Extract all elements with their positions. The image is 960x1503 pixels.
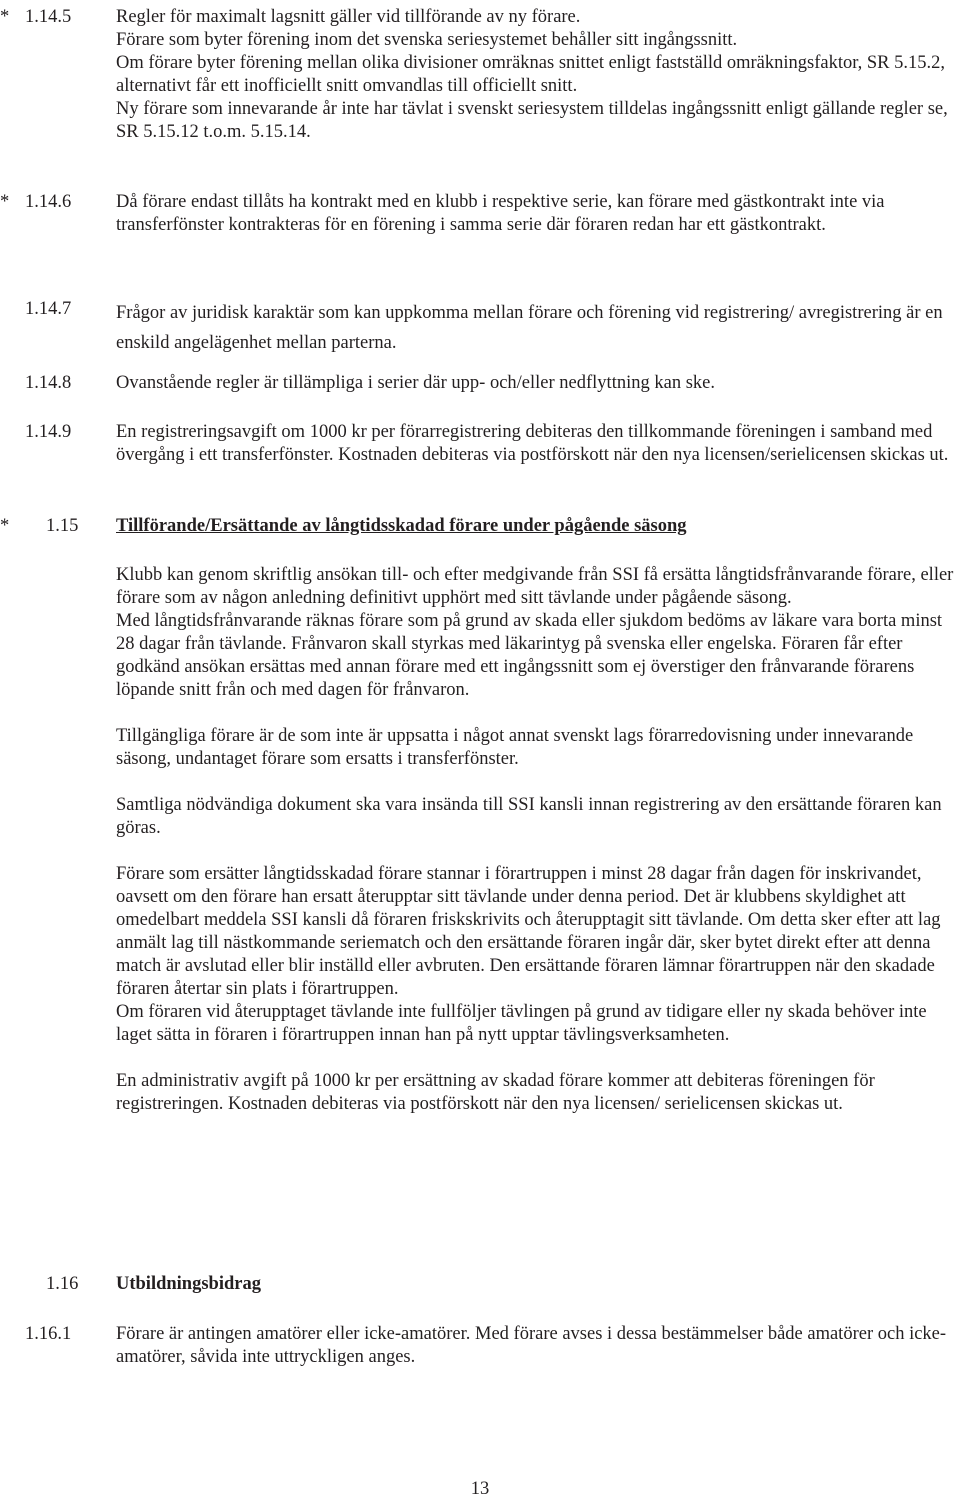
paragraph: Tillgängliga förare är de som inte är uppsatta i något annat svenskt lags förarredovisning under innevarande säsong, undantaget förare som ersatts i transferfönster. <box>116 726 914 769</box>
section-title: Tillförande/Ersättande av långtidsskadad förare under pågående säsong <box>116 516 687 536</box>
paragraph: Förare som byter förening inom det svenska seriesystemet behåller sitt ingångssnitt. <box>116 30 738 50</box>
change-marker: * <box>0 516 10 536</box>
paragraph: Samtliga nödvändiga dokument ska vara insända till SSI kansli innan registrering av den ersättande föraren kan göras. <box>116 795 942 838</box>
paragraph-gap <box>116 1047 958 1070</box>
section-heading <box>116 515 958 538</box>
paragraph: Frågor av juridisk karaktär som kan uppkomma mellan förare och förening vid registrering/ avregistrering är en enskild angelägenhet mellan parterna. <box>116 303 943 353</box>
paragraph: Regler för maximalt lagsnitt gäller vid tillförande av ny förare. <box>116 7 581 27</box>
paragraph-gap <box>116 840 958 863</box>
section-body <box>116 191 958 237</box>
paragraph: Förare är antingen amatörer eller icke-amatörer. Med förare avses i dessa bestämmelser både amatörer och icke-amatörer, såvida inte uttryckligen anges. <box>116 1324 947 1367</box>
paragraph: Klubb kan genom skriftlig ansökan till- och efter medgivande från SSI få ersätta långtidsfrånvarande förare, eller förare som av någon anledning definitivt upphört med sitt tävlande under pågående säsong. <box>116 565 954 608</box>
section-body <box>116 564 958 1116</box>
paragraph-gap <box>116 702 958 725</box>
section-heading <box>116 1273 958 1296</box>
section-number: 1.14.7 <box>25 299 72 319</box>
paragraph-gap <box>116 771 958 794</box>
section-body <box>116 6 958 144</box>
change-marker: * <box>0 7 10 27</box>
paragraph: Ovanstående regler är tillämpliga i serier där upp- och/eller nedflyttning kan ske. <box>116 373 715 393</box>
paragraph: Om föraren vid återupptaget tävlande inte fullföljer tävlingen på grund av tidigare eller ny skada behöver inte laget sätta in föraren i förartruppen innan han på nytt upptar tävlingsverksamheten. <box>116 1002 927 1045</box>
section-body <box>116 421 958 467</box>
paragraph: Förare som ersätter långtidsskadad förare stannar i förartruppen i minst 28 dagar från dagen för inskrivandet, oavsett om den förare han ersatt återupptar sitt tävlande under denna period. Det är klubbens skyldighet att omedelbart meddela SSI kansli då föraren friskskrivits och återupptagit sitt tävlande. Om detta sker efter att lag anmält lag till nästkommande seriematch och den ersättande föraren ingår där, sker bytet direkt efter att denna match är avslutad eller blir inställd eller avbruten. Den ersättande föraren lämnar förartruppen när den skadade föraren återtar sin plats i förartruppen. <box>116 864 941 999</box>
section-number: 1.14.5 <box>25 7 72 27</box>
section-number: 1.15 <box>46 516 79 536</box>
paragraph: Ny förare som innevarande år inte har tävlat i svenskt seriesystem tilldelas ingångssnitt enligt gällande regler se, SR 5.15.12 t.o.m. 5.15.14. <box>116 99 948 142</box>
page-number: 13 <box>470 1479 490 1499</box>
change-marker: * <box>0 192 10 212</box>
section-number: 1.16 <box>46 1274 79 1294</box>
paragraph: Då förare endast tillåts ha kontrakt med en klubb i respektive serie, kan förare med gästkontrakt inte via transferfönster kontrakteras för en förening i samma serie där föraren redan har ett gästkontrakt. <box>116 192 885 235</box>
paragraph: En registreringsavgift om 1000 kr per förarregistrering debiteras den tillkommande föreningen i samband med övergång i ett transferfönster. Kostnaden debiteras via postförskott när den nya licensen/serielicensen skickas ut. <box>116 422 949 465</box>
section-body <box>116 298 958 358</box>
paragraph: Om förare byter förening mellan olika divisioner omräknas snittet enligt fastställd omräkningsfaktor, SR 5.15.2, alternativt får ett inofficiellt snitt omvandlas till officiellt snitt. <box>116 53 946 96</box>
section-number: 1.14.9 <box>25 422 72 442</box>
section-body <box>116 1323 958 1369</box>
section-number: 1.16.1 <box>25 1324 72 1344</box>
section-number: 1.14.8 <box>25 373 72 393</box>
section-body <box>116 372 958 395</box>
section-number: 1.14.6 <box>25 192 72 212</box>
section-title: Utbildningsbidrag <box>116 1274 261 1294</box>
paragraph: Med långtidsfrånvarande räknas förare som på grund av skada eller sjukdom bedöms av läkare vara borta minst 28 dagar från tävlande. Frånvaron skall styrkas med läkarintyg på svenska eller engelska. Föraren får efter godkänd ansökan ersättas med annan förare med ett ingångssnitt som ej överstiger den frånvarande förarens löpande snitt från och med dagen för frånvaron. <box>116 611 943 700</box>
paragraph: En administrativ avgift på 1000 kr per ersättning av skadad förare kommer att debiteras föreningen för registreringen. Kostnaden debiteras via postförskott när den nya licensen/ serielicensen skickas ut. <box>116 1071 875 1114</box>
